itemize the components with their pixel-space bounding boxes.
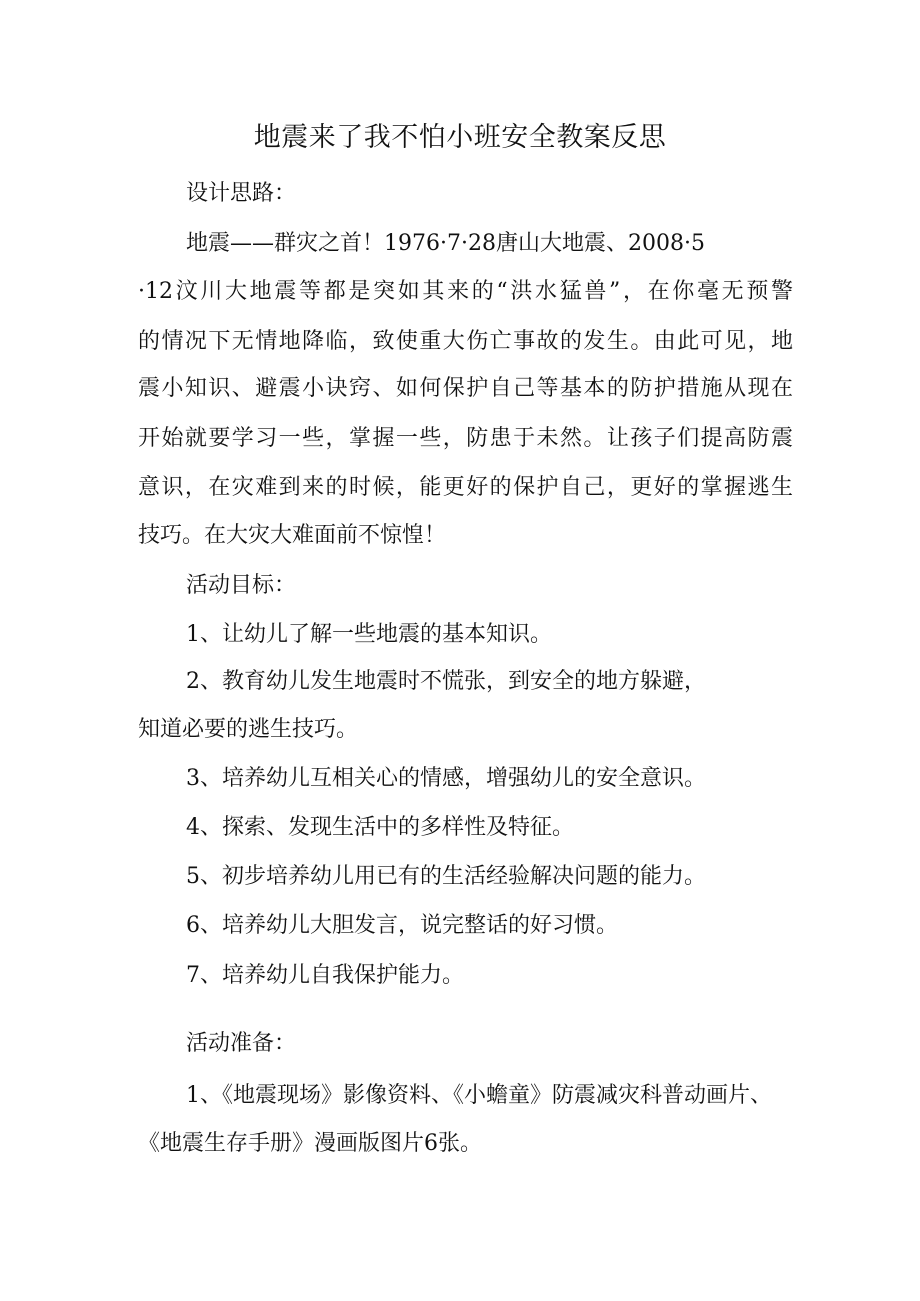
section-heading-prep: 活动准备： bbox=[186, 1031, 297, 1056]
section-heading-design: 设计思路： bbox=[186, 181, 297, 206]
list-item: 7、培养幼儿自我保护能力。 bbox=[186, 963, 464, 988]
paragraph-line: 开始就要学习一些，掌握一些，防患于未然。让孩子们提高防震 bbox=[138, 426, 793, 451]
list-item-continuation: 《地震生存手册》漫画版图片6张。 bbox=[138, 1131, 482, 1156]
paragraph-line: 技巧。在大灾大难面前不惊惶！ bbox=[138, 523, 447, 548]
list-item: 1、《地震现场》影像资料、《小蟾童》防震减灾科普动画片、 bbox=[186, 1083, 772, 1108]
list-item: 2、教育幼儿发生地震时不慌张，到安全的地方躲避， bbox=[186, 669, 706, 694]
list-item: 4、探索、发现生活中的多样性及特征。 bbox=[186, 815, 574, 840]
paragraph-line: 的情况下无情地降临，致使重大伤亡事故的发生。由此可见，地 bbox=[138, 329, 793, 354]
list-item: 1、让幼儿了解一些地震的基本知识。 bbox=[186, 622, 552, 647]
document-title: 地震来了我不怕小班安全教案反思 bbox=[253, 122, 667, 153]
list-item: 3、培养幼儿互相关心的情感，增强幼儿的安全意识。 bbox=[186, 766, 706, 791]
list-item: 5、初步培养幼儿用已有的生活经验解决问题的能力。 bbox=[186, 864, 706, 889]
list-item-continuation: 知道必要的逃生技巧。 bbox=[138, 717, 359, 742]
section-heading-goals: 活动目标： bbox=[186, 573, 297, 598]
list-item: 6、培养幼儿大胆发言，说完整话的好习惯。 bbox=[186, 913, 618, 938]
paragraph-line: 震小知识、避震小诀窍、如何保护自己等基本的防护措施从现在 bbox=[138, 376, 793, 401]
paragraph-line: ·12汶川大地震等都是突如其来的“洪水猛兽”，在你毫无预警 bbox=[138, 279, 793, 304]
paragraph-line: 地震——群灾之首！1976·7·28唐山大地震、2008·5 bbox=[186, 231, 705, 256]
paragraph-line: 意识，在灾难到来的时候，能更好的保护自己，更好的掌握逃生 bbox=[138, 475, 793, 500]
